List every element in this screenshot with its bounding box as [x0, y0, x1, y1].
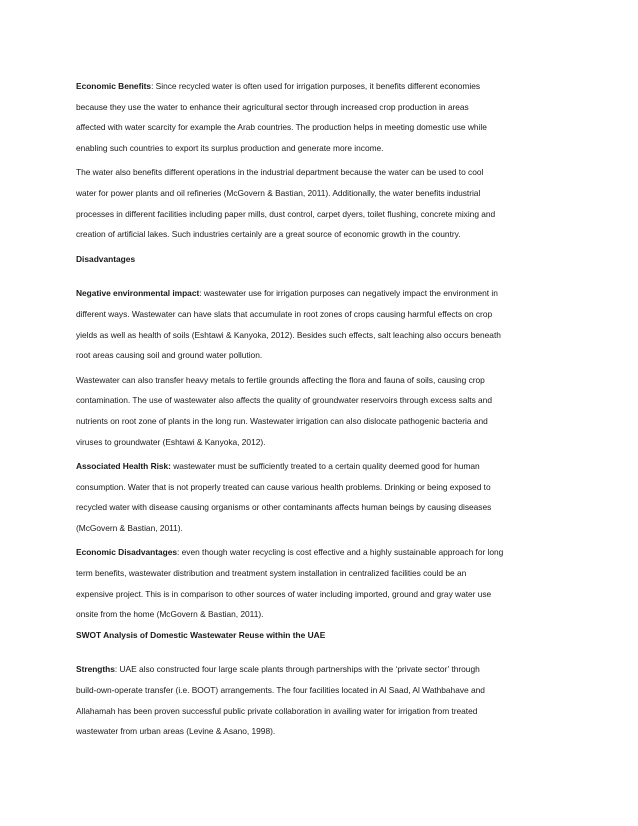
paragraph-line — [76, 283, 566, 304]
paragraph-line: Allahamah has been proven successful public private collaboration in availing water for irrigation from treated — [76, 705, 478, 716]
paragraph-line: creation of artificial lakes. Such industries certainly are a great source of economic growth in the country. — [76, 229, 461, 240]
health-risk-label: Associated Health Risk: — [76, 461, 171, 472]
paragraph-line — [76, 659, 566, 680]
paragraph-line: enabling such countries to export its surplus production and generate more income. — [76, 142, 384, 153]
line-text: : UAE also constructed four large scale plants through partnerships with the ‘private sector’ through — [114, 664, 480, 675]
paragraph-line: because they use the water to enhance their agricultural sector through increased crop production in areas — [76, 101, 469, 112]
paragraph-line: build-own-operate transfer (i.e. BOOT) arrangements. The four facilities located in Al Saad, Al Wathbahave and — [76, 685, 485, 696]
paragraph-line: yields as well as health of soils (Eshtawi & Kanyoka, 2012). Besides such effects, salt leaching also occurs beneath — [76, 329, 501, 340]
line-text: wastewater must be sufficiently treated to a certain quality deemed good for human — [170, 461, 480, 472]
paragraph-line: recycled water with disease causing organisms or other contaminants affects human beings by causing diseases — [76, 502, 492, 513]
paragraph-line: The water also benefits different operations in the industrial department because the water can be used to cool — [76, 167, 484, 178]
paragraph-line: affected with water scarcity for example the Arab countries. The production helps in meeting domestic use while — [76, 122, 487, 133]
paragraph-line: expensive project. This is in comparison to other sources of water including imported, ground and gray water use — [76, 588, 492, 599]
paragraph-line: (McGovern & Bastian, 2011). — [76, 522, 183, 533]
paragraph-line: processes in different facilities including paper mills, dust control, carpet dyers, toilet flushing, concrete mixing and — [76, 208, 496, 219]
paragraph-line: Wastewater can also transfer heavy metals to fertile grounds affecting the flora and fauna of soils, causing crop — [76, 374, 485, 385]
health-risk-paragraph — [76, 456, 566, 538]
paragraph-line: consumption. Water that is not properly treated can cause various health problems. Drinking or being exposed to — [76, 481, 491, 492]
strengths-paragraph — [76, 659, 566, 741]
paragraph-line: wastewater from urban areas (Levine & Asano, 1998). — [76, 726, 276, 737]
economic-disadvantages-label: Economic Disadvantages — [76, 547, 178, 558]
paragraph-line: water for power plants and oil refineries (McGovern & Bastian, 2011). Additionally, the water benefits industrial — [76, 187, 481, 198]
economic-benefits-label: Economic Benefits — [76, 81, 152, 91]
negative-impact-label: Negative environmental impact — [76, 288, 200, 299]
paragraph-line: term benefits, wastewater distribution and treatment system installation in centralized facilities could be an — [76, 568, 467, 579]
paragraph-line: root areas causing soil and ground water pollution. — [76, 350, 263, 361]
paragraph-line: nutrients on root zone of plants in the long run. Wastewater irrigation can also dislocate pathogenic bacteria and — [76, 415, 488, 426]
paragraph-line: viruses to groundwater (Eshtawi & Kanyoka, 2012). — [76, 436, 266, 447]
swot-heading: SWOT Analysis of Domestic Wastewater Reuse within the UAE — [76, 629, 326, 640]
paragraph-line: onsite from the home (McGovern & Bastian, 2011). — [76, 609, 264, 620]
heavy-metals-paragraph — [76, 370, 566, 452]
economic-disadvantages-paragraph — [76, 542, 566, 624]
line-text: : Since recycled water is often used for irrigation purposes, it benefits different economies — [151, 81, 481, 91]
economic-benefits-paragraph — [76, 76, 566, 158]
strengths-label: Strengths — [76, 664, 115, 675]
line-text: : even though water recycling is cost effective and a highly sustainable approach for long — [177, 547, 504, 558]
paragraph-line: different ways. Wastewater can have slats that accumulate in root zones of crops causing harmful effects on crop — [76, 308, 493, 319]
paragraph-line — [76, 76, 566, 97]
document-page — [76, 76, 566, 746]
negative-impact-paragraph — [76, 283, 566, 365]
paragraph-line — [76, 542, 566, 563]
paragraph-line: contamination. The use of wastewater also affects the quality of groundwater reservoirs through excess salts and — [76, 395, 492, 406]
industrial-paragraph — [76, 162, 566, 244]
paragraph-line — [76, 456, 566, 477]
disadvantages-heading: Disadvantages — [76, 253, 136, 264]
line-text: : wastewater use for irrigation purposes can negatively impact the environment in — [199, 288, 498, 299]
